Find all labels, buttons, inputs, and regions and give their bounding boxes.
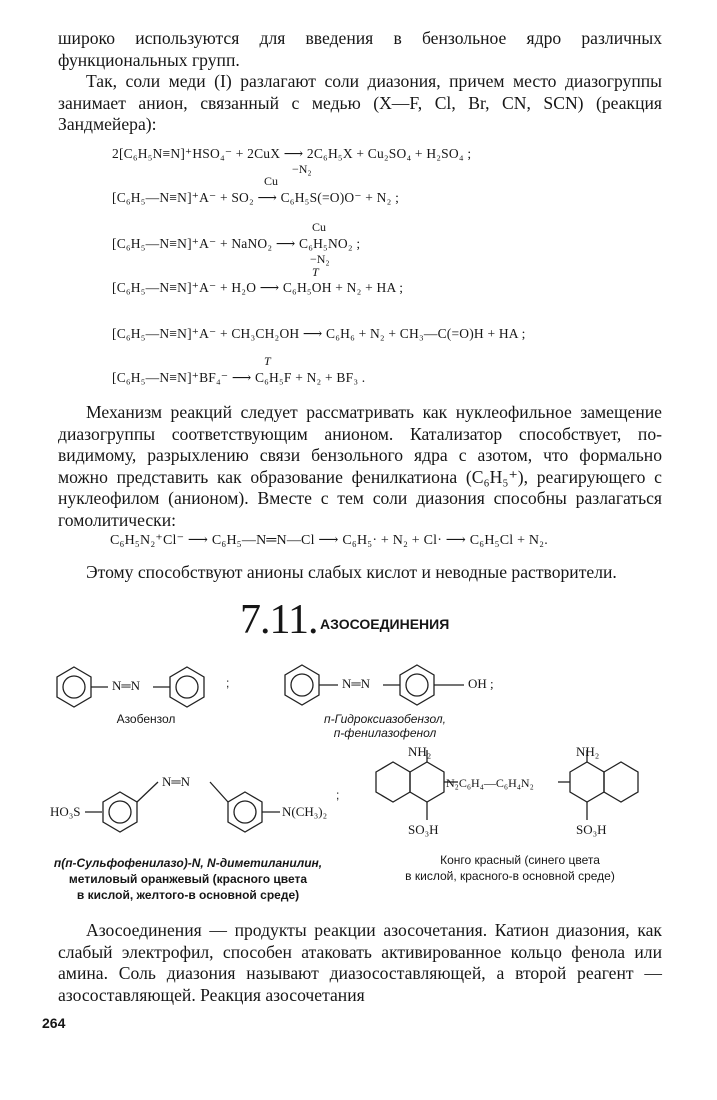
paragraph-anions: Этому способствуют анионы слабых кислот и неводные растворители. — [86, 562, 617, 582]
reaction-5: [C₆H₅—N≡N]⁺A⁻ + CH₃CH₂OH ⟶ C₆H₆ + N₂ + CH₃—C(=O)H + HA ; — [112, 326, 526, 341]
methyl-orange-nn: N═N — [162, 774, 190, 789]
hydroxy-nn: N═N — [342, 676, 370, 691]
congo-so3h-right: SO₃H — [576, 822, 607, 837]
methyl-orange-structure — [40, 760, 360, 840]
reaction-4: [C₆H₅—N≡N]⁺A⁻ + H₂O ⟶ C₆H₅OH + N₂ + HA ; — [112, 280, 404, 295]
reaction-6-above-arrow: T — [264, 354, 271, 368]
congo-red-structure — [348, 744, 688, 844]
reaction-2: [C₆H₅—N≡N]⁺A⁻ + SO₂ ⟶ C₆H₅S(=O)O⁻ + N₂ ; — [112, 190, 400, 205]
section-number: 7.11. — [240, 597, 318, 643]
reaction-1-below-arrow: −N₂ — [292, 162, 312, 176]
congo-so3h-left: SO₃H — [408, 822, 439, 837]
methyl-orange-nme2: N(CH₃)₂ — [282, 804, 328, 819]
section-title: АЗОСОЕДИНЕНИЯ — [320, 616, 450, 632]
homolytic-equation: C₆H₅N₂⁺Cl⁻ ⟶ C₆H₅—N═N—Cl ⟶ C₆H₅· + N₂ + Cl· ⟶ C₆H₅Cl + N₂. — [110, 533, 548, 548]
reaction-2-above-arrow: Cu — [264, 174, 279, 188]
congo-bridge: N₂C₆H₄—C₆H₄N₂ — [446, 776, 534, 790]
azobenzene-structure — [40, 660, 240, 710]
hydroxy-oh: OH ; — [468, 676, 494, 691]
azobenzene-label: Азобензол — [116, 712, 176, 726]
hydroxy-label-2: п-фенилазофенол — [333, 726, 437, 740]
congo-nh2-left: NH₂ — [408, 744, 432, 759]
congo-nh2-right: NH₂ — [576, 744, 600, 759]
page-number: 264 — [42, 1015, 66, 1031]
methyl-orange-ho3s: HO₃S — [50, 804, 81, 819]
reaction-4-above-arrow: T — [312, 265, 319, 279]
reaction-3-below-arrow: −N₂ — [310, 252, 330, 266]
methyl-orange-label-2: метиловый оранжевый (красного цвета — [68, 872, 308, 886]
congo-label-2: в кислой, красного-в основной среде) — [405, 869, 615, 883]
congo-label-1: Конго красный (синего цвета — [440, 853, 600, 867]
reaction-3: [C₆H₅—N≡N]⁺A⁻ + NaNO₂ ⟶ C₆H₅NO₂ ; — [112, 236, 361, 251]
azobenzene-nn: N═N — [112, 678, 140, 693]
methyl-orange-label-1: п(п-Сульфофенилазо)-N, N-диметиланилин, — [53, 856, 323, 870]
azobenzene-semicolon: ; — [226, 676, 230, 690]
reaction-3-above-arrow: Cu — [312, 220, 327, 234]
methyl-orange-label-3: в кислой, желтого-в основной среде) — [76, 888, 300, 902]
paragraph-mechanism: Механизм реакций следует рассматривать как нуклеофильное замещение диазогруппы соответствующим анионом. Катализатор способствует, по-видимому, разрыхлению связи бензольного ядра с азотом, что формально можно представить как образование фенилкатиона (C₆H₅⁺), реагирующего с нуклеофилом (анионом). Вместе с тем соли диазония способны разлагаться гомолитически: — [58, 402, 662, 530]
paragraph-sandmeyer: Так, соли меди (I) разлагают соли диазония, причем место диазогруппы занимает анион, связанный с медью (X—F, Cl, Br, CN, SCN) (реакция Зандмейера): — [58, 71, 662, 134]
reaction-1: 2[C₆H₅N≡N]⁺HSO₄⁻ + 2CuX ⟶ 2C₆H₅X + Cu₂SO₄ + H₂SO₄ ; — [112, 146, 472, 161]
paragraph-azo-coupling: Азосоединения — продукты реакции азосочетания. Катион диазония, как слабый электрофил, способен атаковать активированное кольцо фенола или амина. Соль диазония называют диазосоставляющей, а второй реагент — азосоставляющей. Реакция азосочетания — [58, 920, 662, 1005]
hydroxy-label-1: п-Гидроксиазобензол, — [324, 712, 446, 726]
methyl-orange-semicolon: ; — [336, 788, 340, 802]
reaction-6: [C₆H₅—N≡N]⁺BF₄⁻ ⟶ C₆H₅F + N₂ + BF₃ . — [112, 370, 366, 385]
paragraph-intro: широко используются для введения в бензольное ядро различных функциональных групп. — [58, 28, 662, 70]
